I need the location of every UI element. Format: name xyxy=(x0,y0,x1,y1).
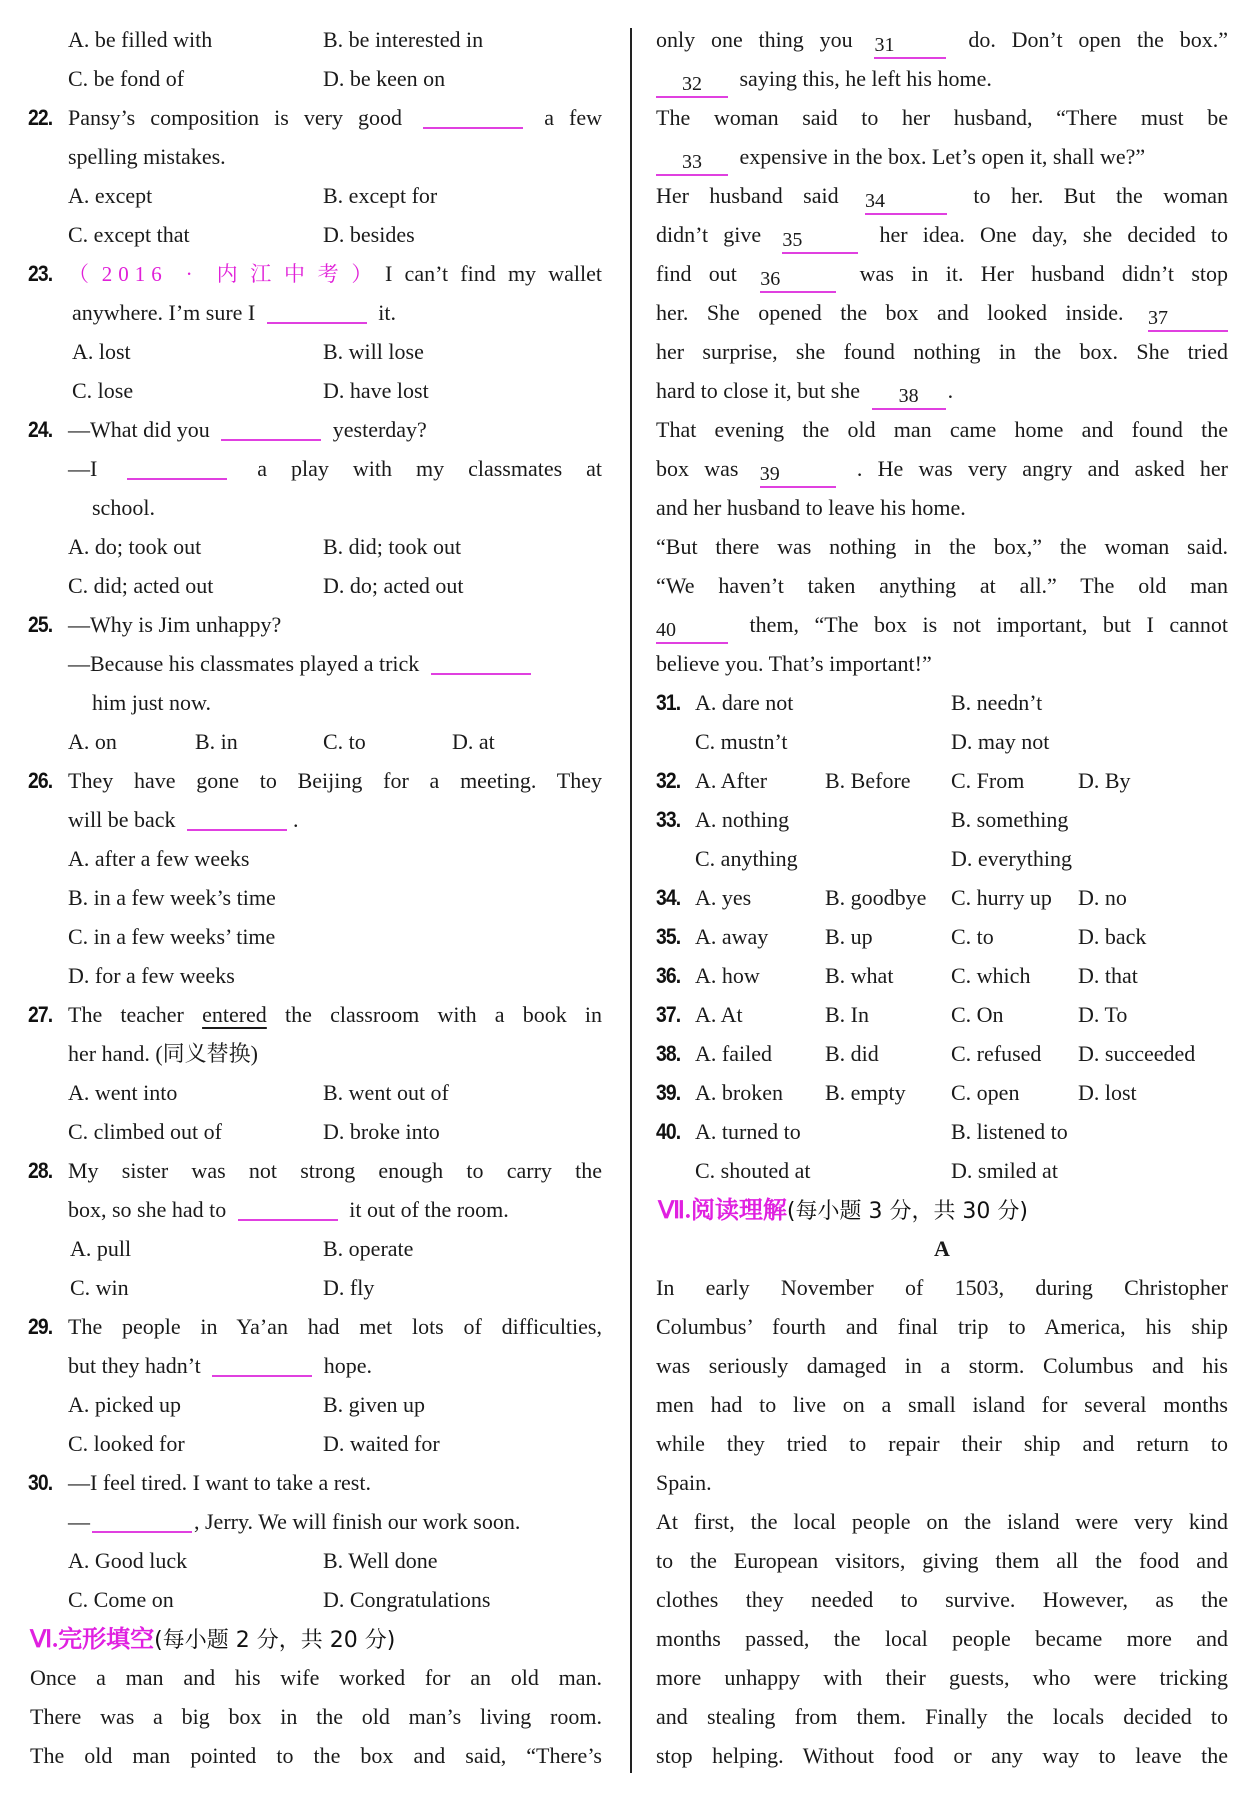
underlined-word: entered xyxy=(202,1002,267,1027)
q33-option-b[interactable]: B. something xyxy=(951,807,1069,832)
cloze-passage-line: Once a man and his wife worked for an old man. xyxy=(30,1665,602,1690)
q38-option-d[interactable]: D. succeeded xyxy=(1078,1041,1196,1066)
cloze-passage-line: The woman said to her husband, “There must be xyxy=(656,105,1228,130)
q26-option-c[interactable]: C. in a few weeks’ time xyxy=(68,924,276,949)
cloze-passage-line xyxy=(656,449,1228,489)
question-number: 39. xyxy=(656,1080,681,1105)
q26-option-a[interactable]: A. after a few weeks xyxy=(68,846,250,871)
q36-option-d[interactable]: D. that xyxy=(1078,963,1138,988)
q31-option-a[interactable]: A. dare not xyxy=(695,690,794,715)
q30-option-d[interactable]: D. Congratulations xyxy=(323,1587,491,1612)
q28-option-c[interactable]: C. win xyxy=(70,1275,129,1300)
answer-blank[interactable] xyxy=(238,1193,338,1221)
cloze-passage-line xyxy=(656,59,992,99)
q21-option-b[interactable]: B. be interested in xyxy=(323,27,484,52)
cloze-passage-line: That evening the old man came home and found the xyxy=(656,417,1228,442)
q25-text-2: —Because his classmates played a trick xyxy=(68,651,420,676)
q31-option-b[interactable]: B. needn’t xyxy=(951,690,1043,715)
question-number: 28. xyxy=(28,1158,53,1183)
q40-option-d[interactable]: D. smiled at xyxy=(951,1158,1058,1183)
q23-text: I can’t find my wallet xyxy=(385,261,602,286)
answer-blank[interactable] xyxy=(423,101,523,129)
q28-stem: My sister was not strong enough to carry the xyxy=(68,1158,602,1183)
q22-option-b[interactable]: B. except for xyxy=(323,183,438,208)
q33-option-d[interactable]: D. everything xyxy=(951,846,1072,871)
q27-text: The teacher xyxy=(68,1002,184,1027)
q35-option-b[interactable]: B. up xyxy=(825,924,873,949)
q38-option-b[interactable]: B. did xyxy=(825,1041,879,1066)
q24-text: —What did you xyxy=(68,417,210,442)
q40-option-b[interactable]: B. listened to xyxy=(951,1119,1068,1144)
q24-stem xyxy=(68,410,427,450)
passage-text: . xyxy=(947,378,954,403)
cloze-passage-line xyxy=(656,215,1228,255)
q24-stem-3: school. xyxy=(92,495,155,520)
q39-option-c[interactable]: C. open xyxy=(951,1080,1020,1105)
passage-text: saying this, he left his home. xyxy=(739,66,992,91)
q34-option-d[interactable]: D. no xyxy=(1078,885,1127,910)
passage-text: her. She opened the box and looked inside. xyxy=(656,300,1124,325)
q27-option-a[interactable]: A. went into xyxy=(68,1080,178,1105)
passage-title: A xyxy=(934,1236,950,1261)
q27-stem-2: her hand. (同义替换) xyxy=(68,1041,259,1066)
q28-text-2-end: it out of the room. xyxy=(349,1197,509,1222)
answer-blank[interactable] xyxy=(92,1505,192,1533)
cloze-passage-line: and her husband to leave his home. xyxy=(656,495,966,520)
q28-option-b[interactable]: B. operate xyxy=(323,1236,414,1261)
reading-passage-line: At first, the local people on the island were very kind xyxy=(656,1509,1228,1534)
question-number: 23. xyxy=(28,261,53,286)
q24-option-b[interactable]: B. did; took out xyxy=(323,534,462,559)
reading-passage-line: while they tried to repair their ship and return to xyxy=(656,1431,1228,1456)
q35-option-d[interactable]: D. back xyxy=(1078,924,1147,949)
section-scoring-note: (每小题 3 分，共 30 分) xyxy=(786,1199,1029,1224)
q27-stem xyxy=(68,995,602,1035)
q33-option-c[interactable]: C. anything xyxy=(695,846,798,871)
q23-stem-cont xyxy=(72,293,396,333)
cloze-passage-line xyxy=(656,20,1228,60)
reading-passage-line: clothes they needed to survive. However, as the xyxy=(656,1587,1228,1612)
q24-text-end: yesterday? xyxy=(332,417,427,442)
q36-option-a[interactable]: A. how xyxy=(695,963,760,988)
q27-text-end: the classroom with a book in xyxy=(285,1002,602,1027)
cloze-passage-line: “We haven’t taken anything at all.” The old man xyxy=(656,573,1228,598)
answer-blank[interactable] xyxy=(127,452,227,480)
q24-option-c[interactable]: C. did; acted out xyxy=(68,573,214,598)
passage-text: only one thing you xyxy=(656,27,853,52)
cloze-blank-35[interactable]: 35 xyxy=(782,226,858,254)
passage-text: to her. But the woman xyxy=(973,183,1229,208)
question-number: 32. xyxy=(656,768,681,793)
q23-option-b[interactable]: B. will lose xyxy=(323,339,424,364)
question-number: 27. xyxy=(28,1002,53,1027)
cloze-blank-34[interactable]: 34 xyxy=(865,187,947,215)
q39-option-d[interactable]: D. lost xyxy=(1078,1080,1137,1105)
q38-option-c[interactable]: C. refused xyxy=(951,1041,1042,1066)
q32-option-b[interactable]: B. Before xyxy=(825,768,911,793)
q36-option-c[interactable]: C. which xyxy=(951,963,1031,988)
cloze-passage-line xyxy=(656,137,1145,177)
q35-option-c[interactable]: C. to xyxy=(951,924,994,949)
question-number: 34. xyxy=(656,885,681,910)
question-number: 25. xyxy=(28,612,53,637)
q32-option-a[interactable]: A. After xyxy=(695,768,768,793)
passage-text: didn’t give xyxy=(656,222,762,247)
reading-passage-line: more unhappy with their guests, who were tricking xyxy=(656,1665,1228,1690)
q34-option-a[interactable]: A. yes xyxy=(695,885,752,910)
q30-text-2-end: , Jerry. We will finish our work soon. xyxy=(194,1509,521,1534)
q24-text-2: —I xyxy=(68,456,98,481)
q36-option-b[interactable]: B. what xyxy=(825,963,894,988)
reading-passage-line: months passed, the local people became more and xyxy=(656,1626,1228,1651)
q26-period: . xyxy=(293,807,299,832)
q25-stem: —Why is Jim unhappy? xyxy=(68,612,282,637)
question-number: 26. xyxy=(28,768,53,793)
q29-text-2-end: hope. xyxy=(323,1353,373,1378)
q30-stem: —I feel tired. I want to take a rest. xyxy=(68,1470,371,1495)
q29-option-a[interactable]: A. picked up xyxy=(68,1392,182,1417)
q26-option-d[interactable]: D. for a few weeks xyxy=(68,963,235,988)
q27-option-c[interactable]: C. climbed out of xyxy=(68,1119,222,1144)
q28-text-2: box, so she had to xyxy=(68,1197,227,1222)
section-title: 完形填空 xyxy=(58,1625,155,1653)
q39-option-b[interactable]: B. empty xyxy=(825,1080,906,1105)
section-title: 阅读理解 xyxy=(690,1196,787,1224)
cloze-passage-line xyxy=(656,371,953,411)
cloze-blank-36[interactable]: 36 xyxy=(760,265,836,293)
q37-option-b[interactable]: B. In xyxy=(825,1002,869,1027)
q39-option-a[interactable]: A. broken xyxy=(695,1080,783,1105)
passage-text: them, “The box is not important, but I cannot xyxy=(749,612,1228,637)
q24-option-a[interactable]: A. do; took out xyxy=(68,534,202,559)
question-number: 31. xyxy=(656,690,681,715)
reading-passage-line: Columbus’ fourth and final trip to America, his ship xyxy=(656,1314,1228,1339)
q29-stem-2 xyxy=(68,1346,372,1386)
q28-option-d[interactable]: D. fly xyxy=(323,1275,375,1300)
q29-option-d[interactable]: D. waited for xyxy=(323,1431,440,1456)
q30-stem-2 xyxy=(68,1502,520,1542)
q25-option-d[interactable]: D. at xyxy=(452,729,495,754)
passage-text: do. Don’t open the box.” xyxy=(968,27,1229,52)
q29-stem: The people in Ya’an had met lots of difficulties, xyxy=(68,1314,602,1339)
passage-text: box was xyxy=(656,456,739,481)
answer-blank[interactable] xyxy=(221,413,321,441)
answer-blank[interactable] xyxy=(212,1349,312,1377)
question-number: 22. xyxy=(28,105,53,130)
q28-option-a[interactable]: A. pull xyxy=(70,1236,132,1261)
cloze-passage-line: her surprise, she found nothing in the box. She tried xyxy=(656,339,1228,364)
q25-option-a[interactable]: A. on xyxy=(68,729,117,754)
q24-option-d[interactable]: D. do; acted out xyxy=(323,573,464,598)
q30-option-a[interactable]: A. Good luck xyxy=(68,1548,188,1573)
q31-option-c[interactable]: C. mustn’t xyxy=(695,729,788,754)
q27-option-b[interactable]: B. went out of xyxy=(323,1080,449,1105)
q38-option-a[interactable]: A. failed xyxy=(695,1041,772,1066)
cloze-blank-40[interactable]: 40 xyxy=(656,616,728,644)
passage-text: was in it. Her husband didn’t stop xyxy=(859,261,1229,286)
q30-option-c[interactable]: C. Come on xyxy=(68,1587,174,1612)
q23-text-2: anywhere. I’m sure I xyxy=(72,300,256,325)
q25-option-c[interactable]: C. to xyxy=(323,729,366,754)
q29-option-c[interactable]: C. looked for xyxy=(68,1431,185,1456)
q22-option-d[interactable]: D. besides xyxy=(323,222,415,247)
section-number: Ⅶ. xyxy=(658,1198,691,1224)
q26-option-b[interactable]: B. in a few week’s time xyxy=(68,885,276,910)
q22-text: Pansy’s composition is very good xyxy=(68,105,403,130)
question-number: 38. xyxy=(656,1041,681,1066)
q21-option-d[interactable]: D. be keen on xyxy=(323,66,446,91)
section-number: Ⅵ. xyxy=(30,1627,59,1653)
question-number: 37. xyxy=(656,1002,681,1027)
cloze-passage-line: The old man pointed to the box and said, “There’s xyxy=(30,1743,602,1768)
passage-text: Her husband said xyxy=(656,183,839,208)
answer-blank[interactable] xyxy=(267,296,367,324)
cloze-blank-38[interactable]: 38 xyxy=(872,382,946,410)
passage-text: her idea. One day, she decided to xyxy=(879,222,1228,247)
q30-option-b[interactable]: B. Well done xyxy=(323,1548,438,1573)
q24-stem-2 xyxy=(68,449,602,489)
q37-option-c[interactable]: C. On xyxy=(951,1002,1004,1027)
passage-text: expensive in the box. Let’s open it, shall we?” xyxy=(739,144,1146,169)
cloze-passage-line: believe you. That’s important!” xyxy=(656,651,932,676)
q29-text-2: but they hadn’t xyxy=(68,1353,201,1378)
q24-text-2-end: a play with my classmates at xyxy=(257,456,603,481)
question-number: 36. xyxy=(656,963,681,988)
q23-text-2-end: it. xyxy=(378,300,396,325)
q28-stem-2 xyxy=(68,1190,509,1230)
cloze-passage-line: There was a big box in the old man’s living room. xyxy=(30,1704,602,1729)
cloze-passage-line xyxy=(656,293,1228,333)
passage-text: hard to close it, but she xyxy=(656,378,861,403)
q31-option-d[interactable]: D. may not xyxy=(951,729,1050,754)
q23-stem xyxy=(68,254,602,294)
q23-option-a[interactable]: A. lost xyxy=(72,339,131,364)
q37-option-d[interactable]: D. To xyxy=(1078,1002,1128,1027)
question-number: 30. xyxy=(28,1470,53,1495)
q37-option-a[interactable]: A. At xyxy=(695,1002,743,1027)
question-number: 35. xyxy=(656,924,681,949)
q29-option-b[interactable]: B. given up xyxy=(323,1392,426,1417)
question-number: 40. xyxy=(656,1119,681,1144)
q32-option-d[interactable]: D. By xyxy=(1078,768,1131,793)
q27-option-d[interactable]: D. broke into xyxy=(323,1119,440,1144)
reading-passage-line: stop helping. Without food or any way to leave the xyxy=(656,1743,1228,1768)
answer-blank[interactable] xyxy=(187,803,287,831)
cloze-passage-line xyxy=(656,176,1228,216)
q22-stem-cont: spelling mistakes. xyxy=(68,144,226,169)
reading-passage-line: In early November of 1503, during Christopher xyxy=(656,1275,1228,1300)
cloze-blank-39[interactable]: 39 xyxy=(760,460,836,488)
q26-text-2: will be back xyxy=(68,807,176,832)
q30-dash: — xyxy=(68,1509,90,1534)
q23-option-d[interactable]: D. have lost xyxy=(323,378,429,403)
q25-stem-3: him just now. xyxy=(92,690,211,715)
q40-option-a[interactable]: A. turned to xyxy=(695,1119,801,1144)
cloze-blank-33[interactable]: 33 xyxy=(656,148,728,176)
cloze-blank-37[interactable]: 37 xyxy=(1148,304,1228,332)
reading-passage-line: to the European visitors, giving them all the food and xyxy=(656,1548,1228,1573)
q32-option-c[interactable]: C. From xyxy=(951,768,1025,793)
cloze-passage-line xyxy=(656,254,1228,294)
q40-option-c[interactable]: C. shouted at xyxy=(695,1158,811,1183)
q34-option-b[interactable]: B. goodbye xyxy=(825,885,927,910)
section-scoring-note: (每小题 2 分，共 20 分) xyxy=(154,1628,396,1653)
question-number: 24. xyxy=(28,417,53,442)
q33-option-a[interactable]: A. nothing xyxy=(695,807,790,832)
q25-stem-2 xyxy=(68,644,537,684)
q22-option-c[interactable]: C. except that xyxy=(68,222,190,247)
passage-text: . He was very angry and asked her xyxy=(856,456,1229,481)
q26-stem-2 xyxy=(68,800,299,840)
cloze-passage-line: “But there was nothing in the box,” the woman said. xyxy=(656,534,1228,559)
question-number: 29. xyxy=(28,1314,53,1339)
passage-text: find out xyxy=(656,261,737,286)
q22-stem xyxy=(68,98,602,138)
q22-option-a[interactable]: A. except xyxy=(68,183,153,208)
cloze-passage-line xyxy=(656,605,1228,645)
section-heading-cloze xyxy=(30,1619,395,1659)
q35-option-a[interactable]: A. away xyxy=(695,924,769,949)
q23-option-c[interactable]: C. lose xyxy=(72,378,134,403)
q26-stem: They have gone to Beijing for a meeting. They xyxy=(68,768,602,793)
q22-text-end: a few xyxy=(544,105,603,130)
section-heading-reading xyxy=(658,1190,1028,1230)
reading-passage-line: men had to live on a small island for several months xyxy=(656,1392,1228,1417)
cloze-blank-31[interactable]: 31 xyxy=(874,31,946,59)
cloze-blank-32[interactable]: 32 xyxy=(656,70,728,98)
q21-option-a[interactable]: A. be filled with xyxy=(68,27,213,52)
question-number: 33. xyxy=(656,807,681,832)
reading-passage-line: was seriously damaged in a storm. Columbus and his xyxy=(656,1353,1228,1378)
column-divider xyxy=(630,28,632,1773)
exam-source-label: （2016 · 内江中考） xyxy=(68,262,386,286)
q25-option-b[interactable]: B. in xyxy=(195,729,238,754)
reading-passage-line: and stealing from them. Finally the locals decided to xyxy=(656,1704,1228,1729)
reading-passage-line: Spain. xyxy=(656,1470,712,1495)
q34-option-c[interactable]: C. hurry up xyxy=(951,885,1052,910)
answer-blank[interactable] xyxy=(431,647,531,675)
q21-option-c[interactable]: C. be fond of xyxy=(68,66,185,91)
